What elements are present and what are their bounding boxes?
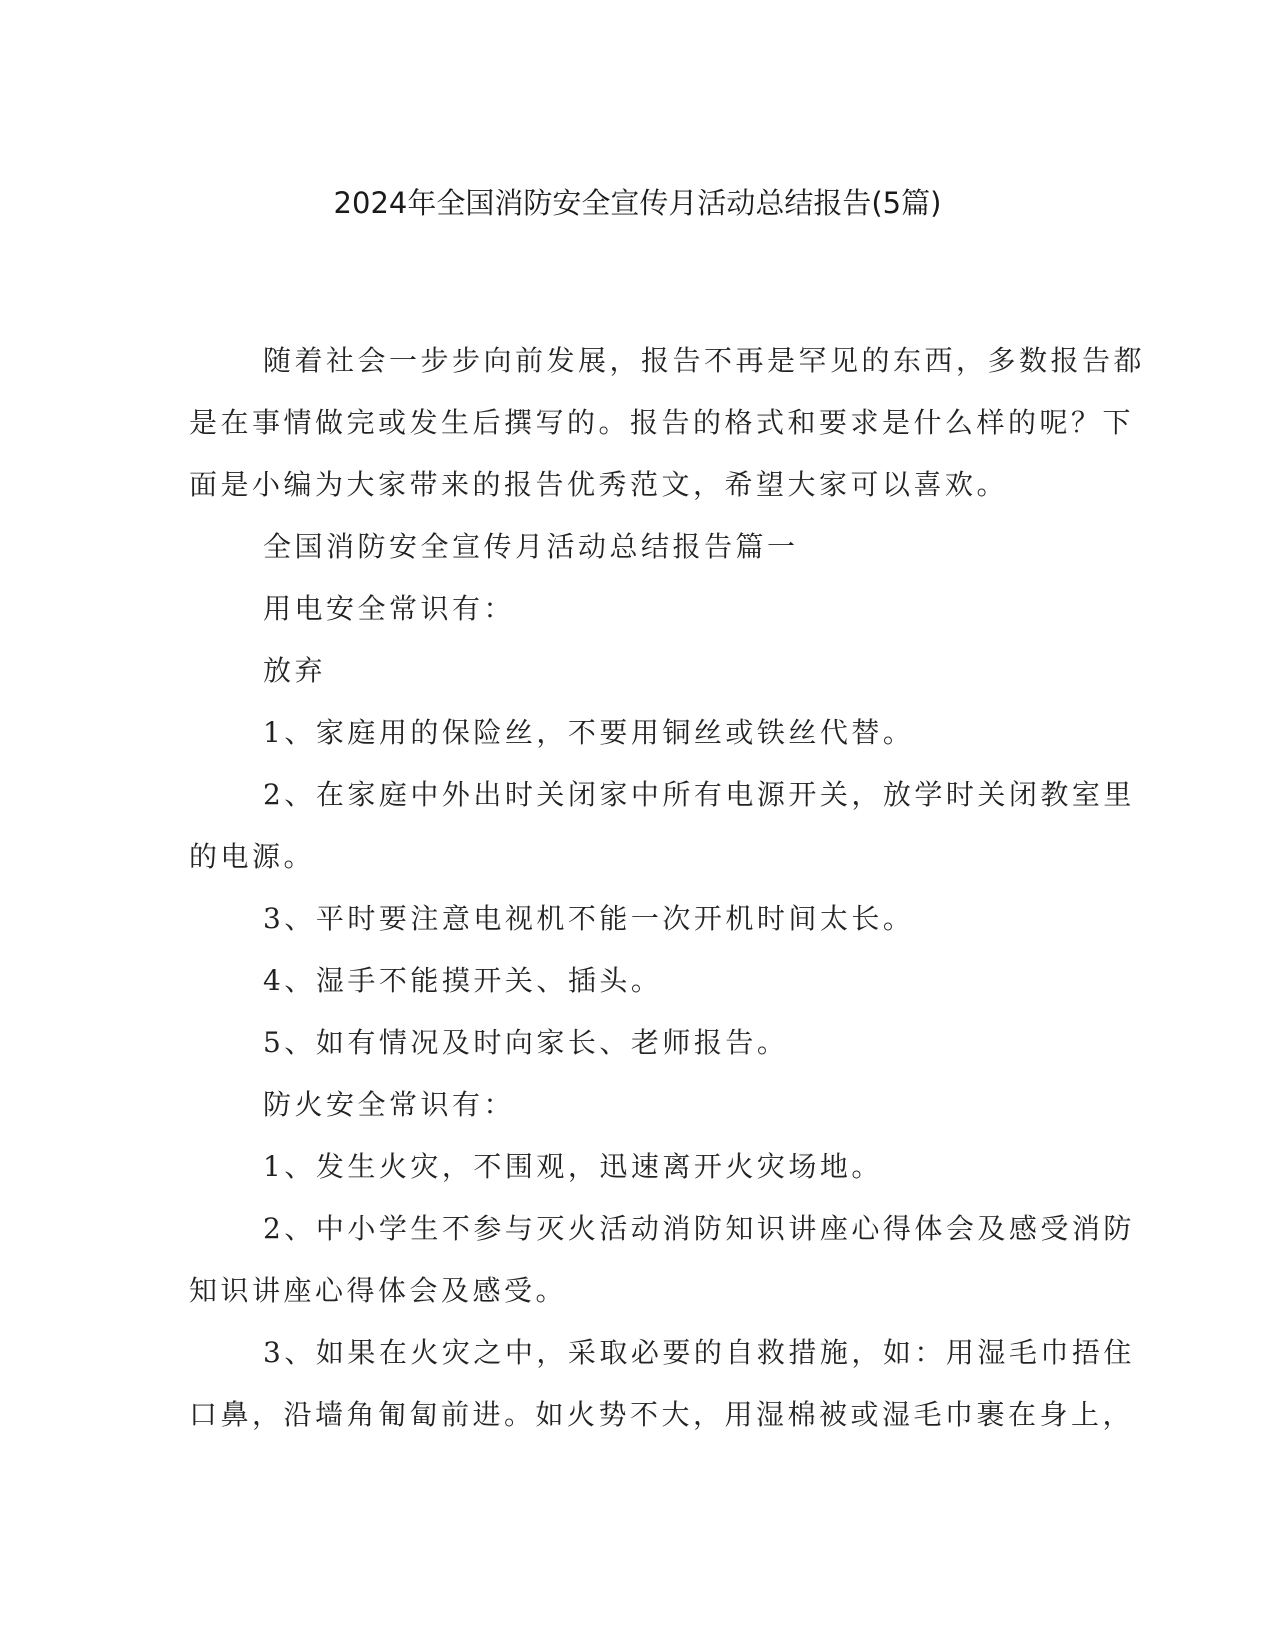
paragraph-line: 4、湿手不能摸开关、插头。 xyxy=(263,964,663,997)
paragraph-line: 5、如有情况及时向家长、老师报告。 xyxy=(263,1026,789,1059)
paragraph-line: 的电源。 xyxy=(189,840,316,873)
list-item xyxy=(189,702,1079,764)
paragraph-line: 3、如果在火灾之中，采取必要的自救措施，如：用湿毛巾捂住 xyxy=(263,1336,1135,1369)
paragraph-line: 2、在家庭中外出时关闭家中所有电源开关，放学时关闭教室里 xyxy=(263,778,1135,811)
paragraph-intro xyxy=(189,330,1146,516)
paragraph-line: 1、发生火灾，不围观，迅速离开火灾场地。 xyxy=(263,1150,883,1183)
list-item xyxy=(189,1136,1079,1198)
paragraph-line: 全国消防安全宣传月活动总结报告篇一 xyxy=(263,530,799,563)
document-body xyxy=(189,330,1146,1446)
paragraph-line: 口鼻，沿墙角匍匐前进。如火势不大，用湿棉被或湿毛巾裹在身上， xyxy=(189,1398,1135,1431)
list-item xyxy=(189,1322,1135,1446)
list-item xyxy=(189,1012,1079,1074)
paragraph-line: 2、中小学生不参与灭火活动消防知识讲座心得体会及感受消防 xyxy=(263,1212,1135,1245)
paragraph-line: 防火安全常识有： xyxy=(263,1088,516,1121)
document-title: 2024年全国消防安全宣传月活动总结报告(5篇) xyxy=(333,186,942,220)
list-item xyxy=(189,888,1079,950)
list-item xyxy=(189,764,1135,888)
subheading-fire-safety xyxy=(189,1074,1079,1136)
paragraph-line: 面是小编为大家带来的报告优秀范文，希望大家可以喜欢。 xyxy=(189,468,1009,501)
paragraph-line: 随着社会一步步向前发展，报告不再是罕见的东西，多数报告都 xyxy=(263,344,1146,377)
subheading-electric-safety xyxy=(189,578,1079,640)
paragraph-line: 1、家庭用的保险丝，不要用铜丝或铁丝代替。 xyxy=(263,716,915,749)
paragraph-note xyxy=(189,640,1079,702)
paragraph-line: 3、平时要注意电视机不能一次开机时间太长。 xyxy=(263,902,915,935)
list-item xyxy=(189,1198,1135,1322)
list-item xyxy=(189,950,1079,1012)
section-heading xyxy=(189,516,1079,578)
paragraph-line: 放弃 xyxy=(263,654,327,687)
paragraph-line: 用电安全常识有： xyxy=(263,592,516,625)
paragraph-line: 知识讲座心得体会及感受。 xyxy=(189,1274,568,1307)
paragraph-line: 是在事情做完或发生后撰写的。报告的格式和要求是什么样的呢？下 xyxy=(189,406,1135,439)
